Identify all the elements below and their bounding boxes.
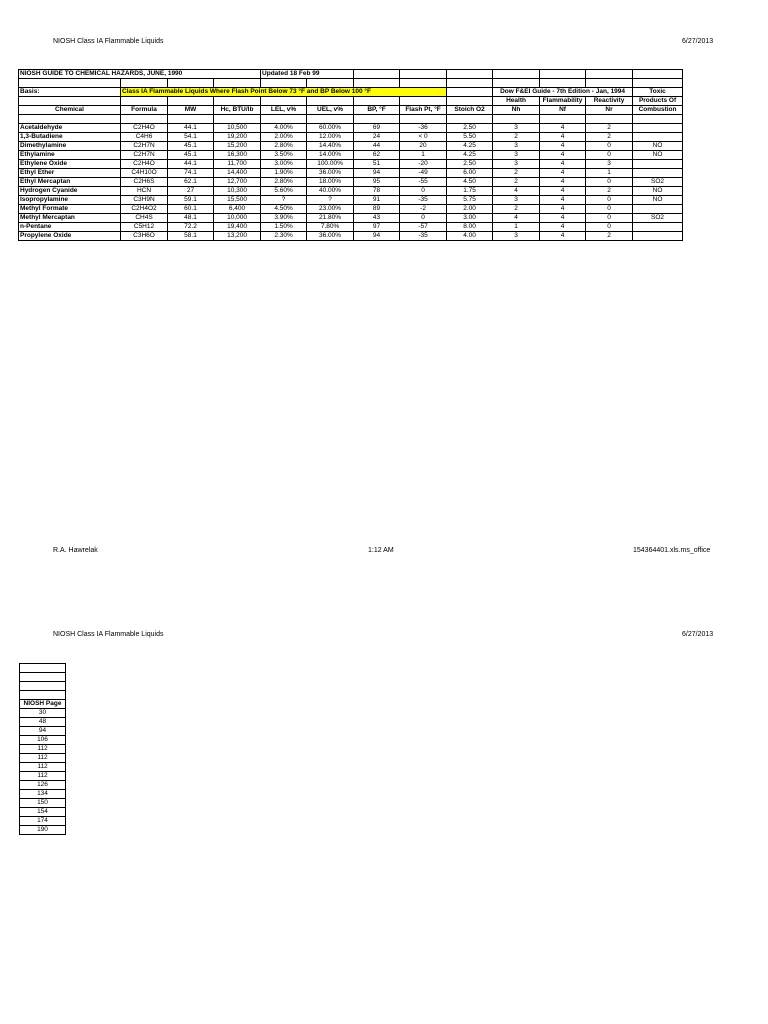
table-cell: 0	[400, 214, 447, 223]
table-cell: 14.40%	[307, 142, 354, 151]
table-cell: 94	[354, 232, 400, 241]
table-cell: 18.00%	[307, 178, 354, 187]
table-cell: 60.1	[168, 205, 214, 214]
table-cell: 4	[540, 133, 586, 142]
niosh-page-header: NIOSH Page	[20, 700, 66, 709]
table-cell: 4.50	[447, 178, 493, 187]
table-cell: 4.00%	[261, 124, 307, 133]
table-cell: 3	[493, 232, 540, 241]
table-cell: 11,700	[214, 160, 261, 169]
table-cell: 45.1	[168, 142, 214, 151]
niosh-page-cell: 30	[20, 709, 66, 718]
table-cell: 94	[354, 169, 400, 178]
table-cell: NO	[633, 142, 683, 151]
table-cell: 10,500	[214, 124, 261, 133]
niosh-page-cell: 150	[20, 799, 66, 808]
niosh-page-cell: 112	[20, 772, 66, 781]
table-cell: 2.00%	[261, 133, 307, 142]
table-cell: 14,400	[214, 169, 261, 178]
table-cell: C2H4O	[121, 124, 168, 133]
page1-header-left: NIOSH Class IA Flammable Liquids	[53, 38, 164, 45]
table-cell: 97	[354, 223, 400, 232]
table-cell: C2H4O	[121, 160, 168, 169]
toxic-header-1: Toxic	[633, 88, 683, 97]
table-cell: 7.80%	[307, 223, 354, 232]
table-cell: 5.60%	[261, 187, 307, 196]
chemical-name-cell: Ethyl Ether	[19, 169, 121, 178]
chemical-name-cell: Methyl Mercaptan	[19, 214, 121, 223]
table-cell: 36.00%	[307, 232, 354, 241]
niosh-page-cell: 154	[20, 808, 66, 817]
table-cell: 3	[493, 196, 540, 205]
chemical-name-cell: Methyl Formate	[19, 205, 121, 214]
table-row	[19, 169, 683, 178]
col-nf: Nf	[540, 106, 586, 115]
chemical-name-cell: Propylene Oxide	[19, 232, 121, 241]
table-cell: 4.25	[447, 151, 493, 160]
niosh-page-row	[20, 817, 66, 826]
table-cell: 16,300	[214, 151, 261, 160]
table-cell: C3H9N	[121, 196, 168, 205]
col-uel: UEL, v%	[307, 106, 354, 115]
table-cell: 4	[540, 214, 586, 223]
table-cell: C2H4O2	[121, 205, 168, 214]
reactivity-header: Reactivity	[586, 97, 633, 106]
table-cell: 4	[540, 151, 586, 160]
table-cell: 4	[540, 124, 586, 133]
table-cell: 15,500	[214, 196, 261, 205]
table-cell: 4	[540, 160, 586, 169]
table-cell: 4	[493, 187, 540, 196]
updated-label: Updated 18 Feb 99	[261, 70, 354, 79]
table-cell: 3.90%	[261, 214, 307, 223]
page2-header-left: NIOSH Class IA Flammable Liquids	[53, 631, 164, 638]
niosh-page-row	[20, 745, 66, 754]
col-nr: Nr	[586, 106, 633, 115]
table-row	[19, 178, 683, 187]
col-bp: BP, °F	[354, 106, 400, 115]
table-cell: -35	[400, 232, 447, 241]
toxic-header-2: Products Of	[633, 97, 683, 106]
table-cell: 2.80%	[261, 178, 307, 187]
subheader-row	[19, 97, 683, 106]
dow-title: Dow F&EI Guide - 7th Edition - Jan, 1994	[493, 88, 633, 97]
table-cell: < 0	[400, 133, 447, 142]
table-cell: 3.50%	[261, 151, 307, 160]
col-formula: Formula	[121, 106, 168, 115]
table-cell: 43	[354, 214, 400, 223]
niosh-page-cell: 112	[20, 745, 66, 754]
table-cell: 5.75	[447, 196, 493, 205]
table-cell: 4	[540, 223, 586, 232]
table-cell: C2H7N	[121, 151, 168, 160]
table-cell	[633, 133, 683, 142]
table-cell: 2.80%	[261, 142, 307, 151]
chemical-name-cell: Ethylene Oxide	[19, 160, 121, 169]
niosh-page-cell: 126	[20, 781, 66, 790]
table-row	[19, 205, 683, 214]
table-row	[19, 196, 683, 205]
table-cell: -2	[400, 205, 447, 214]
table-cell: -55	[400, 178, 447, 187]
col-lel: LEL, v%	[261, 106, 307, 115]
table-cell: 2	[493, 169, 540, 178]
table-cell: C5H12	[121, 223, 168, 232]
table-cell: 10,000	[214, 214, 261, 223]
niosh-page-row	[20, 799, 66, 808]
table-cell	[633, 124, 683, 133]
chemical-table	[18, 69, 683, 241]
table-cell: C2H7N	[121, 142, 168, 151]
table-cell: 72.2	[168, 223, 214, 232]
table-cell: 20	[400, 142, 447, 151]
niosh-page-row	[20, 826, 66, 835]
table-cell	[633, 169, 683, 178]
table-cell: 0	[586, 178, 633, 187]
table-cell: 3.00%	[261, 160, 307, 169]
table-cell: 89	[354, 205, 400, 214]
page1-footer-center: 1:12 AM	[368, 547, 394, 554]
column-header-row	[19, 106, 683, 115]
niosh-page-row	[20, 754, 66, 763]
table-cell: SO2	[633, 214, 683, 223]
table-cell: 2	[586, 232, 633, 241]
col-mw: MW	[168, 106, 214, 115]
table-cell: 4	[493, 214, 540, 223]
table-cell: 2	[586, 187, 633, 196]
table-cell: SO2	[633, 178, 683, 187]
table-cell: 1	[400, 151, 447, 160]
table-cell: 2	[586, 133, 633, 142]
chemical-name-cell: n-Pentane	[19, 223, 121, 232]
table-cell: 59.1	[168, 196, 214, 205]
table-cell: 4.25	[447, 142, 493, 151]
table-cell: 0	[586, 142, 633, 151]
spacer-row	[19, 79, 683, 88]
page1-footer-left: R.A. Hawrelak	[53, 547, 98, 554]
table-cell: 2.50	[447, 124, 493, 133]
basis-text: Class IA Flammable Liquids Where Flash Point Below 73 °F and BP Below 100 °F	[121, 88, 447, 97]
table-cell: 2	[586, 124, 633, 133]
niosh-page-cell: 112	[20, 754, 66, 763]
table-cell: 1.50%	[261, 223, 307, 232]
niosh-page-row	[20, 709, 66, 718]
table-cell: 15,200	[214, 142, 261, 151]
table-cell: 1.75	[447, 187, 493, 196]
title-row	[19, 70, 683, 79]
table-row	[19, 133, 683, 142]
table-cell: 3	[493, 151, 540, 160]
table-cell: C2H6S	[121, 178, 168, 187]
chemical-name-cell: Hydrogen Cyanide	[19, 187, 121, 196]
page1-header-right: 6/27/2013	[682, 38, 714, 45]
table-cell: 44.1	[168, 160, 214, 169]
table-cell: 3	[586, 160, 633, 169]
table-cell: 36.00%	[307, 169, 354, 178]
table-cell: 8.00	[447, 223, 493, 232]
niosh-page-row	[20, 790, 66, 799]
table-cell: 3	[493, 142, 540, 151]
table-cell: 3	[493, 124, 540, 133]
chemical-name-cell: Ethyl Mercaptan	[19, 178, 121, 187]
niosh-page-cell: 134	[20, 790, 66, 799]
chemical-name-cell: Isopropylamine	[19, 196, 121, 205]
table-cell: 6.00	[447, 169, 493, 178]
table-cell: 0	[586, 223, 633, 232]
col-nh: Nh	[493, 106, 540, 115]
table-cell: 19,200	[214, 133, 261, 142]
table-cell: CH4S	[121, 214, 168, 223]
table-cell: 13,200	[214, 232, 261, 241]
health-header: Health	[493, 97, 540, 106]
niosh-page-cell: 174	[20, 817, 66, 826]
table-cell: -35	[400, 196, 447, 205]
table-cell: -57	[400, 223, 447, 232]
table-cell: 74.1	[168, 169, 214, 178]
table-cell: 6,400	[214, 205, 261, 214]
table-cell: 78	[354, 187, 400, 196]
table-cell: C4H6	[121, 133, 168, 142]
table-cell: 44.1	[168, 124, 214, 133]
table-cell: 2	[493, 178, 540, 187]
table-cell: 2.30%	[261, 232, 307, 241]
table-cell: 23.00%	[307, 205, 354, 214]
table-row	[19, 151, 683, 160]
table-cell: 27	[168, 187, 214, 196]
table-cell: 62	[354, 151, 400, 160]
niosh-page-cell: 94	[20, 727, 66, 736]
table-cell	[633, 223, 683, 232]
table-cell: 60.00%	[307, 124, 354, 133]
table-cell: 0	[586, 196, 633, 205]
table-cell: 12.00%	[307, 133, 354, 142]
niosh-page-row	[20, 772, 66, 781]
table-row	[19, 160, 683, 169]
table-cell: 0	[400, 187, 447, 196]
table-cell: NO	[633, 196, 683, 205]
table-cell: C4H10O	[121, 169, 168, 178]
table-cell: 45.1	[168, 151, 214, 160]
table-cell: NO	[633, 151, 683, 160]
table-cell: 0	[586, 151, 633, 160]
niosh-page-cell: 48	[20, 718, 66, 727]
table-cell: -49	[400, 169, 447, 178]
niosh-page-table	[19, 663, 66, 835]
table-cell: C3H6O	[121, 232, 168, 241]
table-cell: 2	[493, 205, 540, 214]
niosh-page-row	[20, 808, 66, 817]
table-cell: 1	[586, 169, 633, 178]
table-row	[19, 232, 683, 241]
table-row	[19, 187, 683, 196]
table-cell: 3.00	[447, 214, 493, 223]
table-cell	[633, 232, 683, 241]
table-cell	[633, 160, 683, 169]
table-cell: 4	[540, 169, 586, 178]
table-cell: 4	[540, 232, 586, 241]
page1-footer-right: 154364401.xls.ms_office	[633, 547, 711, 554]
table-cell: 58.1	[168, 232, 214, 241]
page2-header-right: 6/27/2013	[682, 631, 714, 638]
table-cell: 14.00%	[307, 151, 354, 160]
niosh-page-row	[20, 736, 66, 745]
table-cell: 2	[493, 133, 540, 142]
table-cell: -36	[400, 124, 447, 133]
table-cell: ?	[261, 196, 307, 205]
table-cell: ?	[307, 196, 354, 205]
table-cell: 19,400	[214, 223, 261, 232]
table-cell: 10,300	[214, 187, 261, 196]
table-cell: 4.50%	[261, 205, 307, 214]
table-cell: 2.50	[447, 160, 493, 169]
table-cell: -20	[400, 160, 447, 169]
niosh-page-row	[20, 781, 66, 790]
table-cell: 40.00%	[307, 187, 354, 196]
table-cell: 0	[586, 205, 633, 214]
table-cell: 4	[540, 142, 586, 151]
table-cell: 4	[540, 187, 586, 196]
chemical-name-cell: 1,3-Butadiene	[19, 133, 121, 142]
flammability-header: Flammability	[540, 97, 586, 106]
table-cell	[633, 205, 683, 214]
table-cell: 4	[540, 196, 586, 205]
table-cell: 44	[354, 142, 400, 151]
chemical-name-cell: Ethylamine	[19, 151, 121, 160]
table-title: NIOSH GUIDE TO CHEMICAL HAZARDS, JUNE, 1990	[19, 70, 261, 79]
basis-label: Basis:	[19, 88, 121, 97]
col-hc: Hc, BTU/lb	[214, 106, 261, 115]
col-stoich-o2: Stoich O2	[447, 106, 493, 115]
table-cell: 2.00	[447, 205, 493, 214]
table-cell: 100.00%	[307, 160, 354, 169]
table-cell: 4	[540, 178, 586, 187]
table-cell: 69	[354, 124, 400, 133]
table-cell: 4.00	[447, 232, 493, 241]
table-row	[19, 223, 683, 232]
niosh-page-cell: 190	[20, 826, 66, 835]
table-cell: 51	[354, 160, 400, 169]
table-cell: 3	[493, 160, 540, 169]
col-chemical: Chemical	[19, 106, 121, 115]
spacer-row	[19, 115, 683, 124]
table-cell: 91	[354, 196, 400, 205]
table-cell: 48.1	[168, 214, 214, 223]
table-cell: 1.90%	[261, 169, 307, 178]
col-flash-pt: Flash Pt, °F	[400, 106, 447, 115]
niosh-page-cell: 112	[20, 763, 66, 772]
table-row	[19, 124, 683, 133]
table-cell: 62.1	[168, 178, 214, 187]
table-cell: 12,700	[214, 178, 261, 187]
niosh-page-row	[20, 763, 66, 772]
table-row	[19, 142, 683, 151]
chemical-name-cell: Dimethylamine	[19, 142, 121, 151]
table-cell: 24	[354, 133, 400, 142]
toxic-header-3: Combustion	[633, 106, 683, 115]
niosh-page-row	[20, 718, 66, 727]
table-cell: HCN	[121, 187, 168, 196]
basis-row	[19, 88, 683, 97]
table-cell: 95	[354, 178, 400, 187]
niosh-page-row	[20, 727, 66, 736]
niosh-page-cell: 106	[20, 736, 66, 745]
table-cell: 0	[586, 214, 633, 223]
table-cell: NO	[633, 187, 683, 196]
table-cell: 1	[493, 223, 540, 232]
table-row	[19, 214, 683, 223]
table-cell: 4	[540, 205, 586, 214]
table-cell: 5.50	[447, 133, 493, 142]
chemical-name-cell: Acetaldehyde	[19, 124, 121, 133]
table-cell: 54.1	[168, 133, 214, 142]
table-cell: 21.80%	[307, 214, 354, 223]
